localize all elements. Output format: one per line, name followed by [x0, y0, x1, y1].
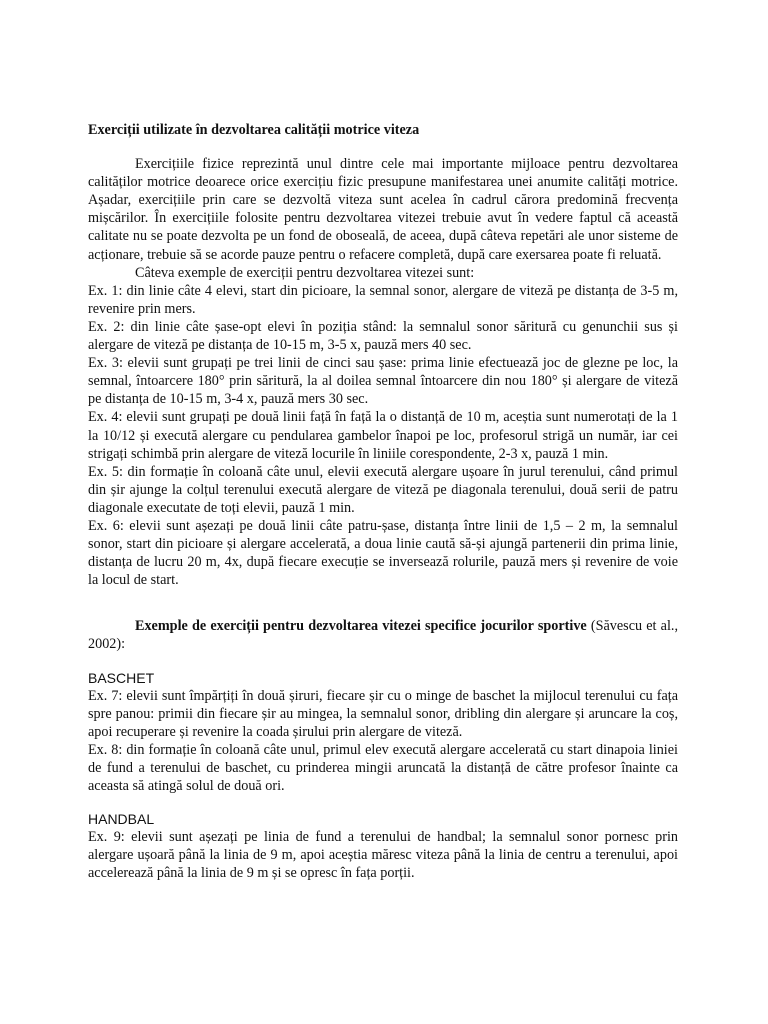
handbal-label: HANDBAL: [88, 811, 155, 828]
exercise-1: Ex. 1: din linie câte 4 elevi, start din picioare, la semnal sonor, alergare de viteză pe distanța de 3-5 m, revenire prin mers.: [88, 282, 678, 317]
exercise-3: Ex. 3: elevii sunt grupați pe trei linii de cinci sau șase: prima linie efectuează joc de glezne pe loc, la semnal, întoarcere 180° prin săritură, la al doilea semnal întoarcere din nou 180° și alergare de viteză pe distanța de 10-15 m, 3-4 x, pauză mers 30 sec.: [88, 355, 678, 408]
exercise-8: Ex. 8: din formație în coloană câte unul, primul elev execută alergare accelerată cu start dinapoia liniei de fund a terenului de baschet, cu prinderea mingii aruncată la distanță de către profesor înainte ca aceasta să atingă solul de două ori.: [88, 741, 678, 794]
exercise-2: Ex. 2: din linie câte șase-opt elevi în poziția stând: la semnalul sonor săritură cu genunchii sus și alergare de viteză pe distanța de 10-15 m, 3-5 x, pauză mers 40 sec.: [88, 318, 678, 354]
exercise-6: Ex. 6: elevii sunt așezați pe două linii câte patru-șase, distanța între linii de 1,5 – 2 m, la semnalul sonor, start din picioare și alergare accelerată, a doua linie caută să-și ajungă partenerii din prima linie, distanța de lucru 20 m, 4x, după fiecare execuție se inversează rolurile, pauză mers și revenire de voie la locul de start.: [88, 517, 678, 589]
section-citation: (Săvescu et al., 2002):: [88, 618, 678, 653]
section-heading: [88, 617, 678, 653]
section-heading-bold: Exemple de exerciții pentru dezvoltarea vitezei specifice jocurilor sportive: [135, 618, 587, 635]
exercise-9: Ex. 9: elevii sunt așezați pe linia de fund a terenului de handbal; la semnalul sonor pornesc prin alergare ușoară până la linia de 9 m, apoi aceștia măresc viteza până la linia de centru a terenului, apoi accelerează până la linia de 9 m și se opresc în fața porții.: [88, 829, 678, 882]
baschet-label: BASCHET: [88, 669, 155, 686]
examples-intro: Câteva exemple de exerciții pentru dezvoltarea vitezei sunt:: [135, 264, 475, 281]
exercise-5: Ex. 5: din formație în coloană câte unul, elevii execută alergare ușoare în jurul terenului, când primul din șir ajunge la colțul terenului execută alergare de viteză pe diagonala terenului, două serii de patru diagonale executate de toți elevii, pauză 1 min.: [88, 463, 678, 516]
intro-paragraph: Exercițiile fizice reprezintă unul dintre cele mai importante mijloace pentru dezvoltarea calităților motrice deoarece orice exercițiu fizic presupune manifestarea unei anumite calități motrice. Așadar, exercițiile prin care se dezvoltă viteza sunt acelea în cadrul cărora predomină frecvența mișcărilor. În exercițiile folosite pentru dezvoltarea vitezei trebuie avut în vedere faptul că această calitate nu se poate dezvolta pe un fond de oboseală, de aceea, după câteva repetări ale unor sisteme de acționare, trebuie să se acorde pauze pentru o refacere completă, după care exersarea poate fi reluată.: [88, 156, 678, 263]
document-title: Exerciții utilizate în dezvoltarea calității motrice viteza: [88, 122, 420, 138]
exercise-4: Ex. 4: elevii sunt grupați pe două linii față în față la o distanță de 10 m, aceștia sunt numerotați de la 1 la 10/12 și execută alergare cu pendularea gambelor înapoi pe loc, profesorul strigă un număr, iar cei strigați schimbă prin alergare de viteză locurile în liniile corespondente, 2-3 x, pauză 1 min.: [88, 409, 678, 462]
exercise-7: Ex. 7: elevii sunt împărțiți în două șiruri, fiecare șir cu o minge de baschet la mijlocul terenului cu fața spre panou: primii din fiecare șir au mingea, la semnalul sonor, dribling din alergare și aruncare la coș, apoi recuperare și revenire la coada șirului prin alergare de viteză.: [88, 687, 678, 740]
